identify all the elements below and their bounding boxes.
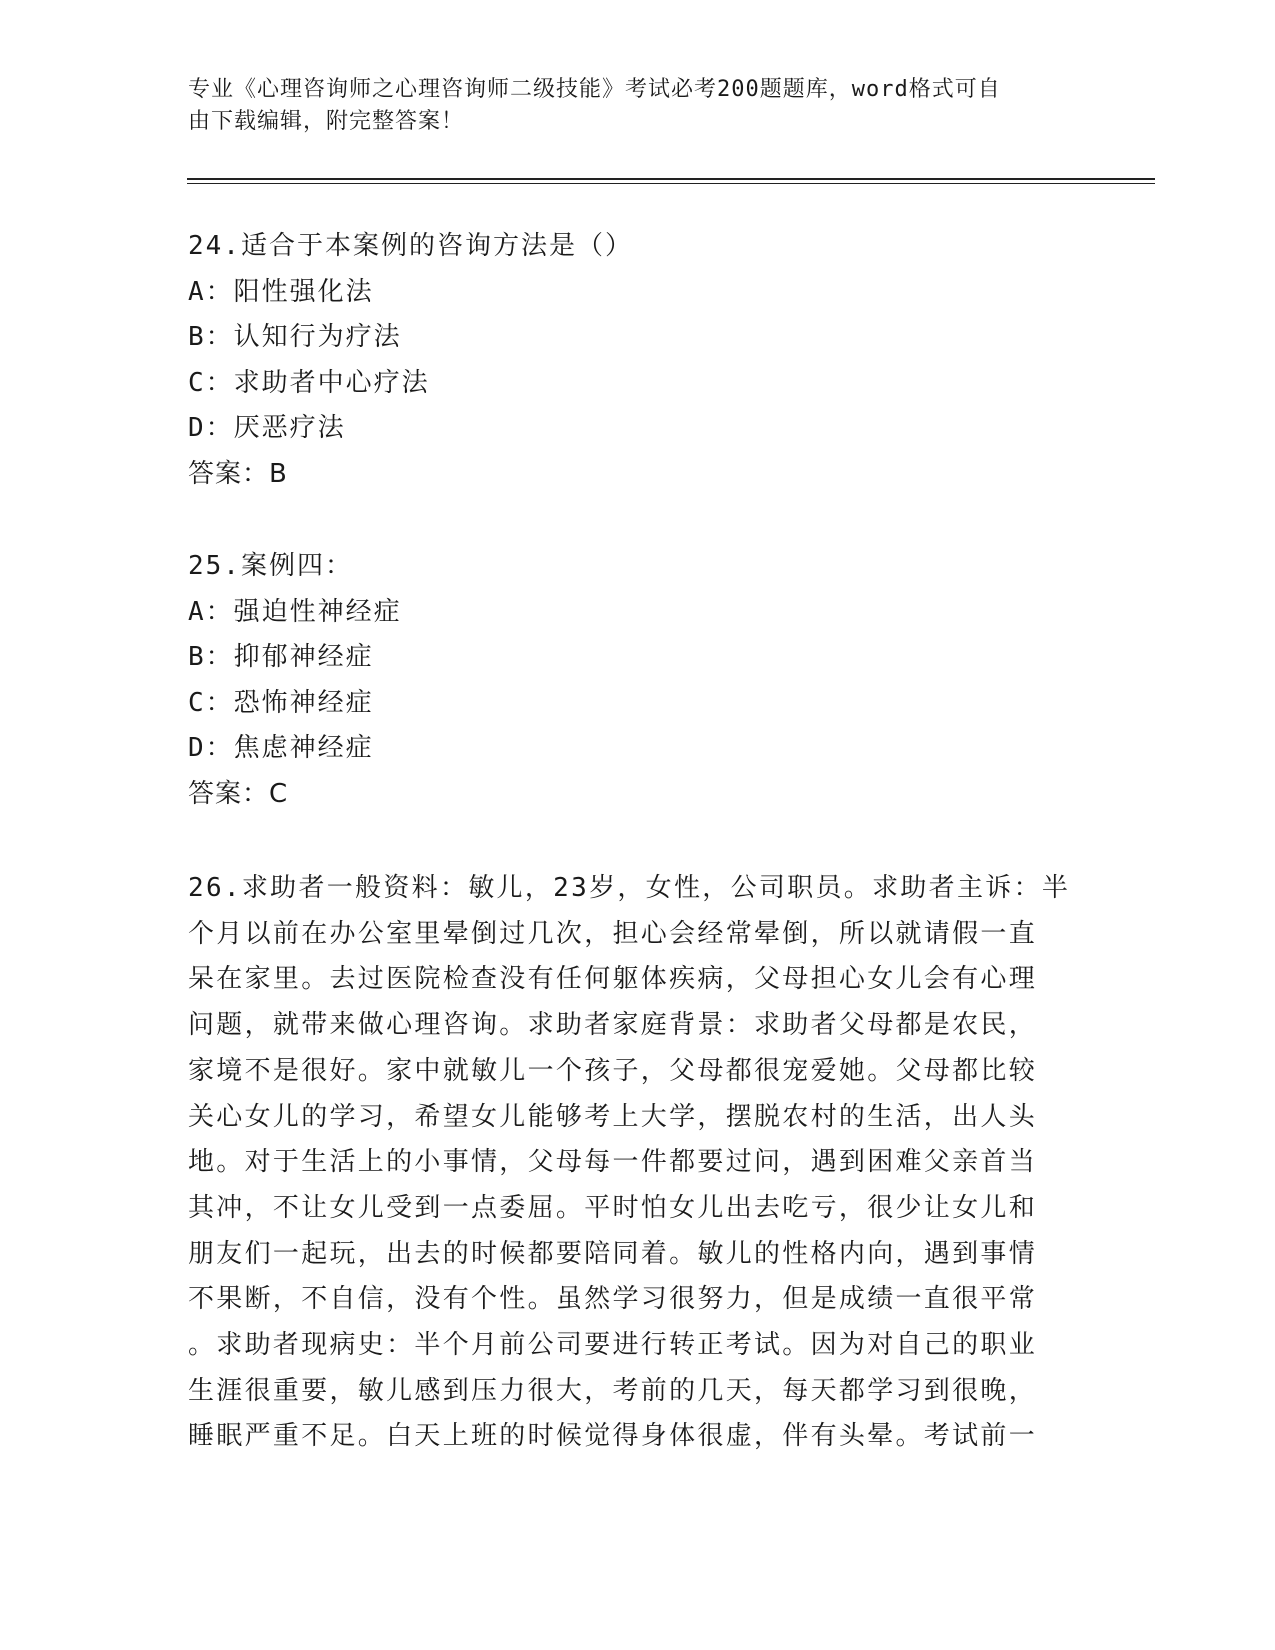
paragraph-line: 生涯很重要，敏儿感到压力很大，考前的几天，每天都学习到很晚， <box>188 1375 1038 1406</box>
question-stem: 25.案例四： <box>188 551 353 581</box>
paragraph-line: 睡眠严重不足。白天上班的时候觉得身体很虚，伴有头晕。考试前一 <box>188 1421 1038 1452</box>
answer-label: 答案：B <box>188 458 288 489</box>
option-a: A：强迫性神经症 <box>188 596 402 627</box>
question-stem: 24.适合于本案例的咨询方法是（） <box>188 231 633 261</box>
paragraph-line: 问题，就带来做心理咨询。求助者家庭背景：求助者父母都是农民， <box>188 1010 1038 1041</box>
paragraph-line: 。求助者现病史：半个月前公司要进行转正考试。因为对自己的职业 <box>188 1330 1038 1361</box>
header-line: 专业《心理咨询师之心理咨询师二级技能》考试必考200题题库，word格式可自 <box>188 77 1001 102</box>
paragraph-line: 朋友们一起玩，出去的时候都要陪同着。敏儿的性格内向，遇到事情 <box>188 1238 1038 1269</box>
paragraph-line: 地。对于生活上的小事情，父母每一件都要过问，遇到困难父亲首当 <box>188 1147 1038 1178</box>
paragraph-line: 呆在家里。去过医院检查没有任何躯体疾病，父母担心女儿会有心理 <box>188 964 1038 995</box>
header-line: 由下载编辑，附完整答案！ <box>188 109 465 134</box>
paragraph-line: 家境不是很好。家中就敏儿一个孩子，父母都很宠爱她。父母都比较 <box>188 1055 1038 1086</box>
paragraph-line: 关心女儿的学习，希望女儿能够考上大学，摆脱农村的生活，出人头 <box>188 1101 1038 1132</box>
header-divider <box>187 178 1155 180</box>
question-24 <box>188 224 633 497</box>
document-header <box>188 74 1088 138</box>
option-c: C：恐怖神经症 <box>188 687 374 718</box>
paragraph-line: 其冲，不让女儿受到一点委屈。平时怕女儿出去吃亏，很少让女儿和 <box>188 1192 1038 1223</box>
question-26 <box>188 866 1083 1460</box>
header-divider-thin <box>187 183 1155 184</box>
option-d: D：厌恶疗法 <box>188 413 346 443</box>
question-25 <box>188 544 402 817</box>
answer-label: 答案：C <box>188 778 289 809</box>
paragraph-line: 不果断，不自信，没有个性。虽然学习很努力，但是成绩一直很平常 <box>188 1284 1038 1315</box>
option-b: B：抑郁神经症 <box>188 642 374 672</box>
option-b: B：认知行为疗法 <box>188 322 402 352</box>
paragraph-line: 个月以前在办公室里晕倒过几次，担心会经常晕倒，所以就请假一直 <box>188 918 1038 949</box>
option-c: C：求助者中心疗法 <box>188 367 430 398</box>
option-d: D：焦虑神经症 <box>188 733 374 763</box>
option-a: A：阳性强化法 <box>188 276 374 307</box>
paragraph-line: 26.求助者一般资料：敏儿，23岁，女性，公司职员。求助者主诉：半 <box>188 873 1071 903</box>
